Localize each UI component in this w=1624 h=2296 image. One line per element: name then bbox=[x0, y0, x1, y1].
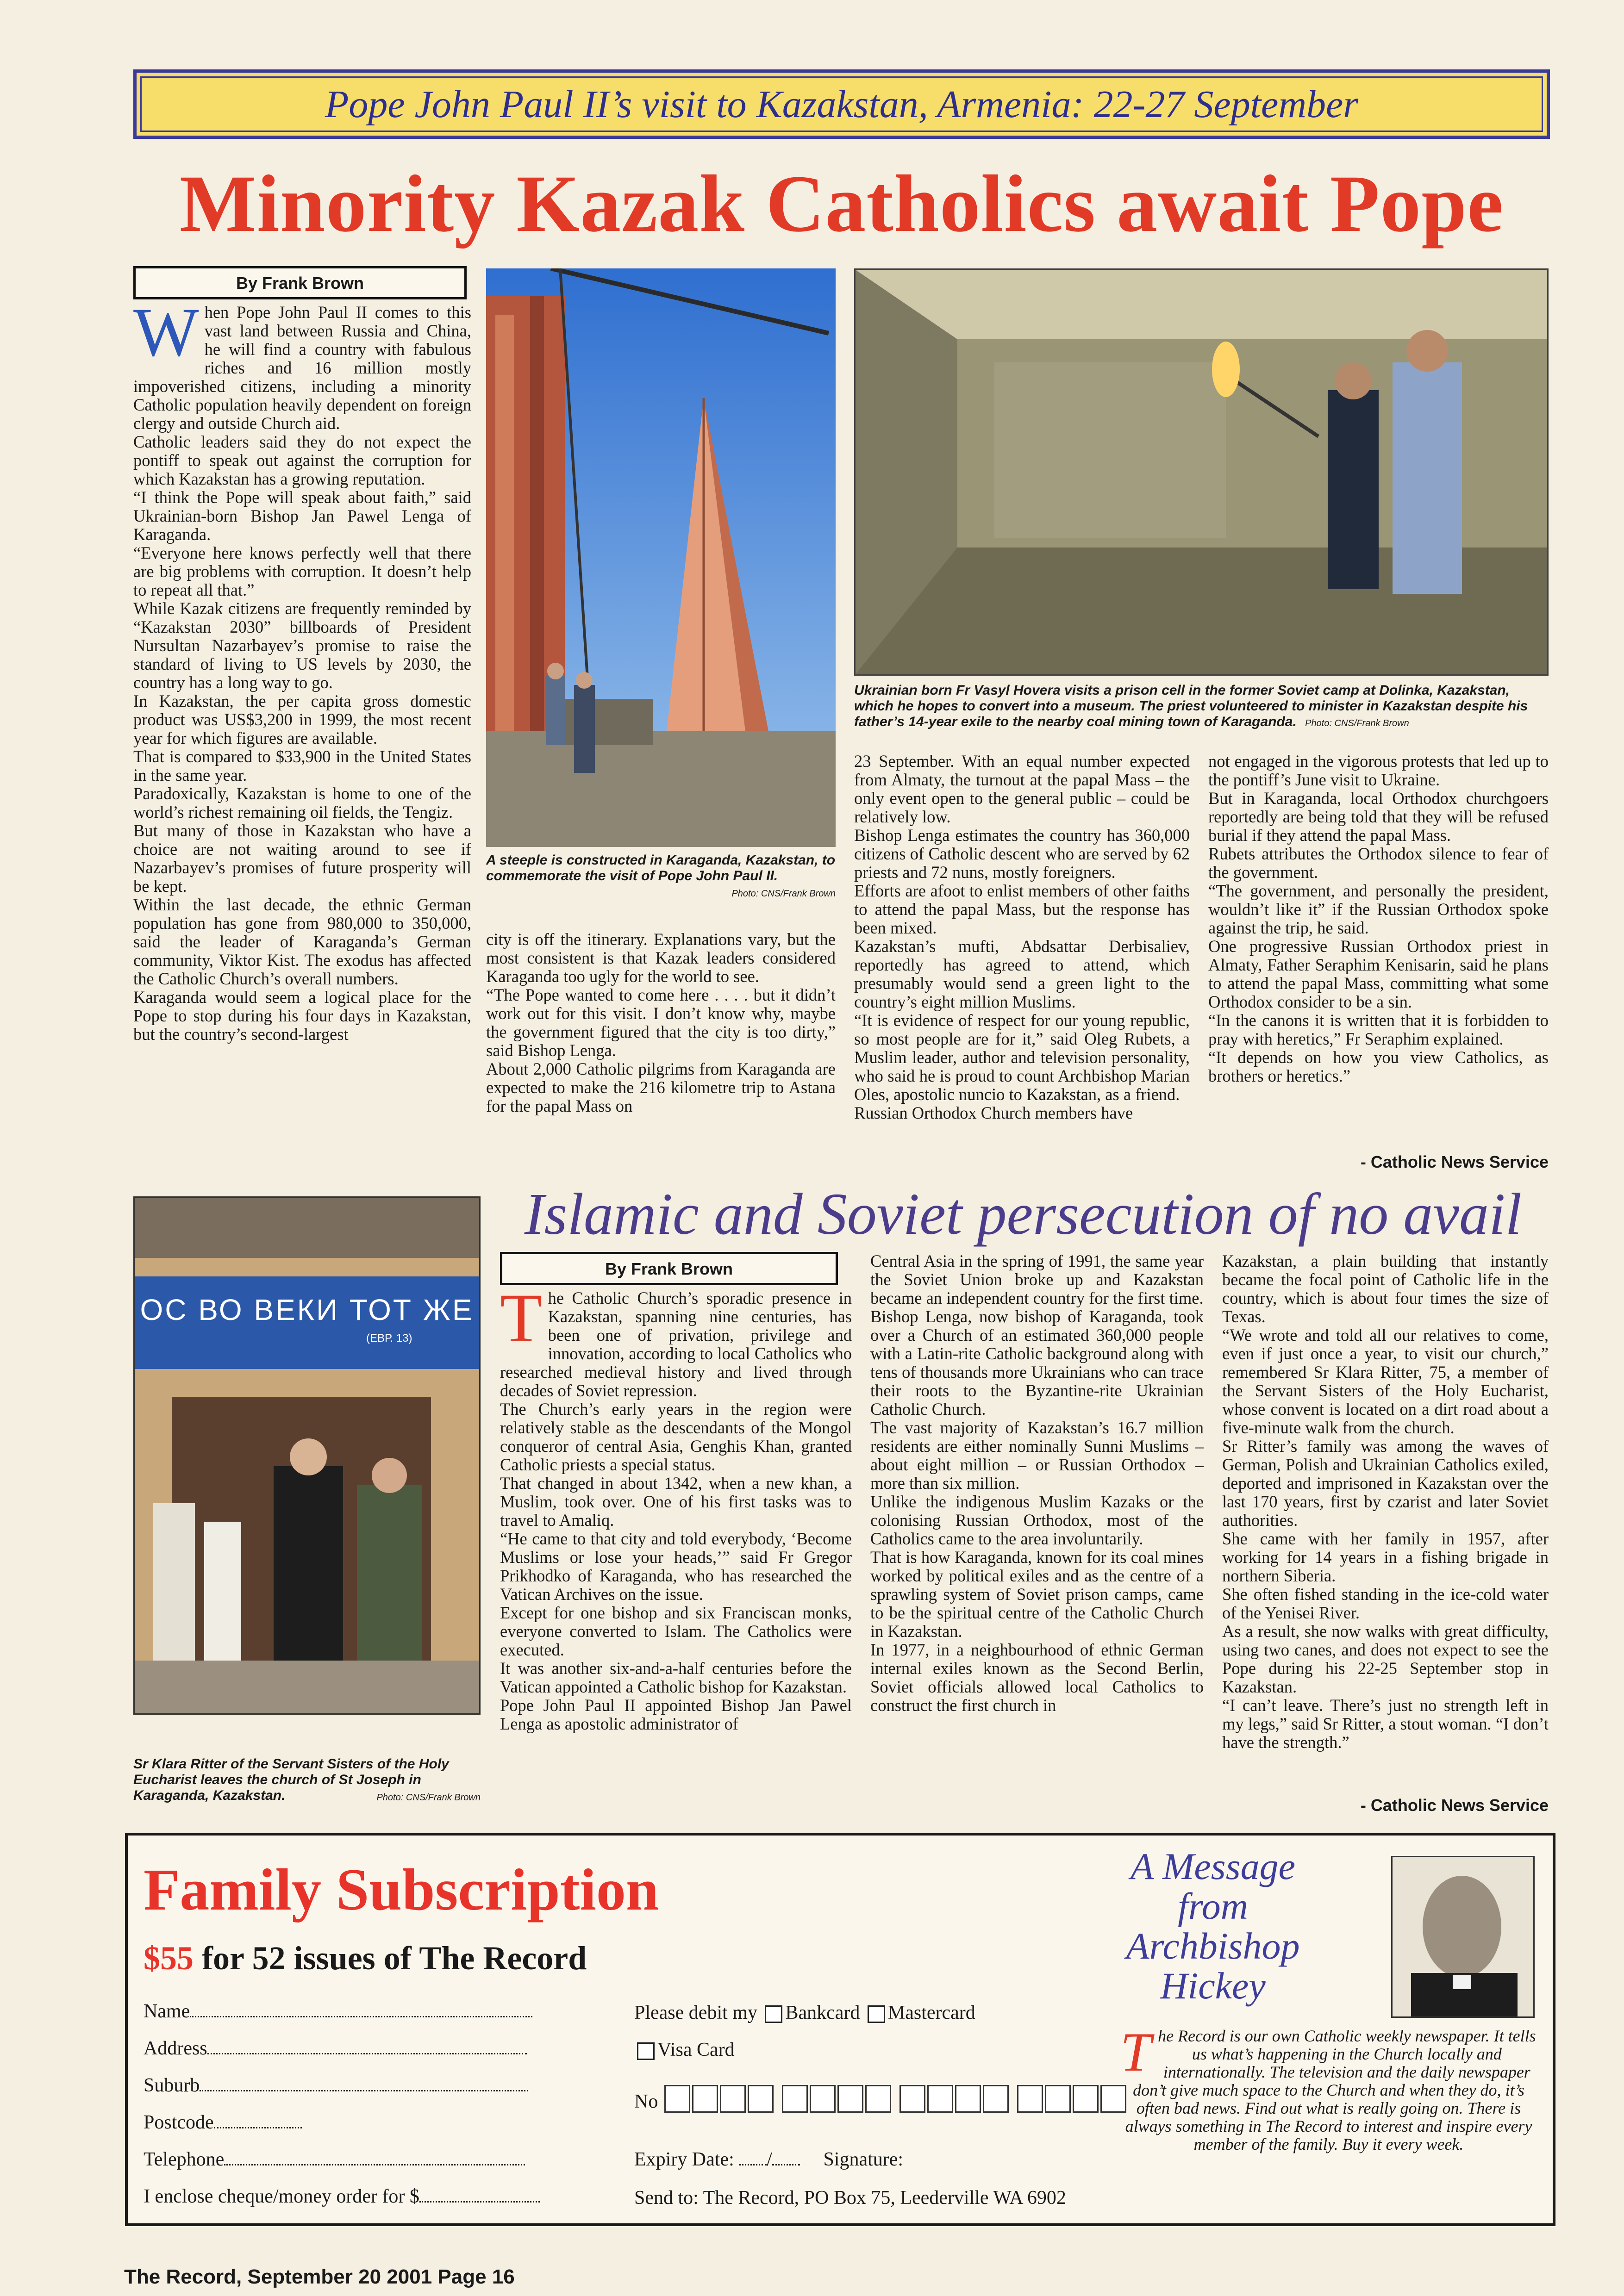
article1-col1-text bbox=[133, 303, 471, 1044]
paragraph: About 2,000 Catholic pilgrims from Karaganda are expected to make the 216 kilometre trip to Astana for the papal Mass on bbox=[486, 1059, 836, 1115]
card-digit-box[interactable] bbox=[865, 2085, 891, 2113]
paragraph: “The Pope wanted to come here . . . . but it didn’t work out for this visit. I don’t know why, maybe the government figured that the city is too dirty,” said Bishop Lenga. bbox=[486, 985, 836, 1060]
paragraph: Russian Orthodox Church members have bbox=[854, 1103, 1133, 1122]
card-digit-box[interactable] bbox=[1017, 2085, 1043, 2113]
card-digit-box[interactable] bbox=[837, 2085, 863, 2113]
article2-headline: Islamic and Soviet persecution of no avail bbox=[524, 1181, 1522, 1247]
paragraph: “I can’t leave. There’s just no strength left in my legs,” said Sr Ritter, a stout woman. “I don’t have the strength.” bbox=[1222, 1696, 1549, 1752]
price-text: for 52 issues of The Record bbox=[194, 1940, 587, 1977]
expiry-month-field[interactable] bbox=[739, 2147, 767, 2165]
paragraph: As a result, she now walks with great difficulty, using two canes, and does not expect to see the Pope during his 22-25 September stop in Kazakstan. bbox=[1222, 1622, 1549, 1696]
article1-column-4 bbox=[1208, 752, 1549, 1155]
article2-column-3 bbox=[1222, 1252, 1549, 1798]
article2-byline: By Frank Brown bbox=[500, 1252, 838, 1285]
price-amount: $55 bbox=[144, 1940, 194, 1977]
paragraph: “It depends on how you view Catholics, as brothers or heretics.” bbox=[1208, 1048, 1549, 1085]
card-digit-box[interactable] bbox=[927, 2085, 953, 2113]
church-photo-credit: Photo: CNS/Frank Brown bbox=[376, 1792, 481, 1803]
paragraph: Kazakstan’s mufti, Abdsattar Derbisaliev, reportedly has agreed to attend, which presumably would send a green light to the country’s eight million Muslims. bbox=[854, 937, 1190, 1011]
main-headline: Minority Kazak Catholics await Pope bbox=[179, 159, 1504, 249]
prison-cell-photo-credit: Photo: CNS/Frank Brown bbox=[1305, 718, 1409, 728]
visa-row: Visa Card bbox=[634, 2039, 735, 2061]
paragraph: “We wrote and told all our relatives to come, even if just once a year, to visit our church,” remembered Sr Klara Ritter, 75, a member of the Servant Sisters of the Holy Eucharist, whose convent is located on a dirt road about a five-minute walk from the church. bbox=[1222, 1325, 1549, 1437]
subscription-title: Family Subscription bbox=[144, 1857, 659, 1923]
paragraph: “In the canons it is written that it is forbidden to pray with heretics,” Fr Seraphim explained. bbox=[1208, 1011, 1549, 1048]
church-photo bbox=[133, 1196, 481, 1715]
send-to-address: Send to: The Record, PO Box 75, Leederville WA 6902 bbox=[634, 2187, 1066, 2209]
paragraph: She came with her family in 1957, after working for 14 years in a fishing brigade in northern Siberia. bbox=[1222, 1529, 1549, 1585]
suburb-field[interactable]: Suburb bbox=[144, 2073, 528, 2097]
paragraph: Bishop Lenga, now bishop of Karaganda, took over a Church of an estimated 360,000 people with a Latin-rite Catholic background along with tens of thousands more Ukrainians who can trace their roots to the Byzantine-rite Ukrainian Catholic Church. bbox=[870, 1307, 1204, 1419]
article2-column-2 bbox=[870, 1252, 1204, 1821]
expiry-signature-row: Expiry Date: / Signature: bbox=[634, 2147, 903, 2171]
steeple-photo-caption: A steeple is constructed in Karaganda, Kazakstan, to commemorate the visit of Pope John Paul II. Photo: CNS/Frank Brown bbox=[486, 852, 836, 902]
paragraph: Unlike the indigenous Muslim Kazaks or the colonising Russian Orthodox, most of the Catholics came to the area involuntarily. bbox=[870, 1492, 1204, 1548]
paragraph: But many of those in Kazakstan who have a choice are not waiting around to see if Nazarbayev’s promises of future prosperity will be kept. bbox=[133, 821, 471, 896]
paragraph: That is how Karaganda, known for its coal mines worked by political exiles and as the centre of a sprawling system of Soviet prison camps, came to be the spiritual centre of the Catholic Church in Kazakstan. bbox=[870, 1548, 1204, 1641]
paragraph: Efforts are afoot to enlist members of other faiths to attend the papal Mass, but the response has been mixed. bbox=[854, 881, 1190, 937]
paragraph: One progressive Russian Orthodox priest in Almaty, Father Seraphim Kenisarin, said he plans to attend the papal Mass, committing what some Orthodox consider to be a sin. bbox=[1208, 937, 1549, 1011]
church-photo-caption: Sr Klara Ritter of the Servant Sisters of the Holy Eucharist leaves the church of St Joseph in Karaganda, Kazakstan. Photo: CNS/Frank Brown bbox=[133, 1756, 481, 1805]
paragraph: Except for one bishop and six Franciscan monks, everyone converted to Islam. The Catholics were executed. bbox=[500, 1603, 852, 1659]
paragraph: The vast majority of Kazakstan’s 16.7 million residents are either nominally Sunni Muslims – about eight million – or Russian Orthodox – more than six million. bbox=[870, 1418, 1204, 1493]
telephone-field[interactable]: Telephone bbox=[144, 2147, 525, 2171]
cheque-amount-field[interactable]: I enclose cheque/money order for $ bbox=[144, 2184, 540, 2208]
article1-column-3 bbox=[854, 752, 1190, 1178]
message-title: A Message from Archbishop Hickey bbox=[1126, 1845, 1300, 2007]
paragraph: Pope John Paul II appointed Bishop Jan Pawel Lenga as apostolic administrator of bbox=[500, 1696, 852, 1733]
article2-column-1 bbox=[500, 1289, 852, 1821]
archbishop-portrait bbox=[1391, 1856, 1535, 2018]
card-type-row: Please debit my Bankcard Mastercard bbox=[634, 2002, 975, 2023]
card-number-input[interactable] bbox=[664, 2085, 1135, 2118]
banner-text: Pope John Paul II’s visit to Kazakstan, Armenia: 22-27 September bbox=[325, 82, 1358, 126]
prison-cell-photo-caption: Ukrainian born Fr Vasyl Hovera visits a prison cell in the former Soviet camp at Dolinka, Kazakstan, which he hopes to convert into a museum. The priest volunteered to minister in Kazakstan despite his father’s 14-year exile to the nearby coal mining town of Karaganda. Photo: CNS/Frank Brown bbox=[854, 683, 1528, 729]
paragraph: That is compared to $33,900 in the United States in the same year. bbox=[133, 747, 471, 784]
church-sign-text: ОС ВО ВЕКИ ТОТ ЖЕ bbox=[140, 1293, 474, 1326]
paragraph: “It is evidence of respect for our young republic, so most people are for it,” said Oleg Rubets, a Muslim leader, author and television personality, who said he is proud to count Archbishop Marian Oles, apostolic nuncio to Kazakstan, as a friend. bbox=[854, 1011, 1190, 1104]
card-number-row: No bbox=[634, 2085, 1135, 2118]
article2-dropcap: T bbox=[500, 1289, 543, 1356]
postcode-field[interactable]: Postcode bbox=[144, 2110, 302, 2134]
card-digit-box[interactable] bbox=[810, 2085, 836, 2113]
paragraph: he Catholic Church’s sporadic presence in Kazakstan, spanning nine centuries, has been one of privation, privilege and innovation, according to local Catholics who researched medieval history and lived through decades of Soviet repression. bbox=[500, 1289, 852, 1400]
card-digit-box[interactable] bbox=[748, 2085, 774, 2113]
address-field[interactable]: Address bbox=[144, 2036, 527, 2060]
paragraph: That changed in about 1342, when a new khan, a Muslim, took over. One of his first tasks was to travel to Amaliq. bbox=[500, 1474, 852, 1530]
paragraph: But in Karaganda, local Orthodox churchgoers reportedly are being told that they will be refused burial if they attend the papal Mass. bbox=[1208, 789, 1549, 845]
visa-checkbox[interactable] bbox=[637, 2042, 655, 2060]
paragraph: Sr Ritter’s family was among the waves of German, Polish and Ukrainian Catholics exiled, deported and imprisoned in Kazakstan over the last 170 years, first by czarist and later Soviet authorities. bbox=[1222, 1437, 1549, 1530]
paragraph: It was another six-and-a-half centuries before the Vatican appointed a Catholic bishop for Kazakstan. bbox=[500, 1659, 852, 1696]
message-body: The Record is our own Catholic weekly newspaper. It tells us what’s happening in the Church locally and internationally. The television and the daily newspaper don’t give much space to the Church and when they do, it’s often bad news. Find out what is really going on. There is always something in The Record to interest and inspire every member of the family. Buy it every week. bbox=[1120, 2021, 1536, 2153]
paragraph: While Kazak citizens are frequently reminded by “Kazakstan 2030” billboards of President Nursultan Nazarbayev’s promise to raise the standard of living to US levels by 2030, the country has a long way to go. bbox=[133, 599, 471, 692]
article1-signoff: - Catholic News Service bbox=[1360, 1152, 1549, 1171]
paragraph: She often fished standing in the ice-cold water of the Yenisei River. bbox=[1222, 1585, 1549, 1622]
article1-byline: By Frank Brown bbox=[133, 266, 467, 299]
paragraph: In 1977, in a neighbourhood of ethnic German internal exiles known as the Second Berlin, Soviet officials allowed local Catholics to construct the first church in bbox=[870, 1640, 1204, 1715]
card-digit-box[interactable] bbox=[782, 2085, 808, 2113]
paragraph: The Church’s early years in the region were relatively stable as the descendants of the Mongol conqueror of central Asia, Genghis Khan, granted Catholic priests a special status. bbox=[500, 1400, 852, 1474]
expiry-year-field[interactable] bbox=[772, 2147, 800, 2165]
mastercard-checkbox[interactable] bbox=[868, 2005, 885, 2023]
article1-column-1 bbox=[133, 303, 471, 1173]
card-digit-box[interactable] bbox=[720, 2085, 746, 2113]
subscription-price bbox=[144, 1939, 587, 1978]
card-digit-box[interactable] bbox=[664, 2085, 690, 2113]
page-footer: The Record, September 20 2001 Page 16 bbox=[124, 2265, 515, 2288]
topic-banner bbox=[133, 69, 1550, 139]
paragraph: Central Asia in the spring of 1991, the same year the Soviet Union broke up and Kazakstan became an independent country for the first time. bbox=[870, 1252, 1204, 1307]
card-digit-box[interactable] bbox=[983, 2085, 1009, 2113]
card-digit-box[interactable] bbox=[692, 2085, 718, 2113]
article1-dropcap: W bbox=[133, 303, 199, 371]
steeple-photo bbox=[486, 268, 836, 847]
bankcard-checkbox[interactable] bbox=[765, 2005, 782, 2023]
paragraph: 23 September. With an equal number expected from Almaty, the turnout at the papal Mass – the only event open to the general public – could be relatively low. bbox=[854, 752, 1190, 826]
signature-label: Signature: bbox=[823, 2149, 904, 2170]
paragraph: Within the last decade, the ethnic German population has gone from 980,000 to 350,000, said the leader of Karaganda’s German community, Viktor Kist. The exodus has affected the Catholic Church’s overall numbers. bbox=[133, 895, 471, 988]
card-digit-box[interactable] bbox=[899, 2085, 925, 2113]
paragraph: In Kazakstan, the per capita gross domestic product was US$3,200 in 1999, the most recent year for which figures are available. bbox=[133, 691, 471, 747]
card-digit-box[interactable] bbox=[955, 2085, 981, 2113]
card-digit-box[interactable] bbox=[1045, 2085, 1071, 2113]
church-sign-subtext: (ЕВР. 13) bbox=[366, 1332, 412, 1344]
message-dropcap: T bbox=[1120, 2021, 1151, 2083]
paragraph: Paradoxically, Kazakstan is home to one of the world’s richest remaining oil fields, the Tengiz. bbox=[133, 784, 471, 821]
prison-cell-photo bbox=[854, 268, 1549, 676]
paragraph: Catholic leaders said they do not expect the pontiff to speak out against the corruption for which Kazakstan has a growing reputation. bbox=[133, 432, 471, 488]
paragraph: Rubets attributes the Orthodox silence to fear of the government. bbox=[1208, 844, 1549, 882]
article2-signoff: - Catholic News Service bbox=[1360, 1796, 1549, 1815]
paragraph: “He came to that city and told everybody, ‘Become Muslims or lose your heads,’” said Fr Gregor Prikhodko of Karaganda, who has researched the Vatican Archives on the issue. bbox=[500, 1529, 852, 1604]
paragraph: Bishop Lenga estimates the country has 360,000 citizens of Catholic descent who are served by 62 priests and 72 nuns, mostly foreigners. bbox=[854, 826, 1190, 882]
paragraph: Karaganda would seem a logical place for the Pope to stop during his four days in Kazakstan, but the country’s second-largest bbox=[133, 988, 471, 1044]
paragraph: city is off the itinerary. Explanations vary, but the most consistent is that Kazak leaders considered Karaganda too ugly for the world to see. bbox=[486, 930, 836, 986]
paragraph: “I think the Pope will speak about faith,” said Ukrainian-born Bishop Jan Pawel Lenga of Karaganda. bbox=[133, 488, 471, 544]
name-field[interactable]: Name bbox=[144, 1999, 532, 2022]
steeple-photo-credit: Photo: CNS/Frank Brown bbox=[731, 889, 836, 899]
paragraph: “Everyone here knows perfectly well that there are big problems with corruption. It doesn’t help to repeat all that.” bbox=[133, 543, 471, 599]
paragraph: not engaged in the vigorous protests that led up to the pontiff’s June visit to Ukraine. bbox=[1208, 752, 1549, 789]
paragraph: “The government, and personally the president, wouldn’t like it” if the Russian Orthodox spoke against the trip, he said. bbox=[1208, 881, 1549, 937]
card-digit-box[interactable] bbox=[1073, 2085, 1099, 2113]
article1-column-2 bbox=[486, 930, 836, 1171]
paragraph: Kazakstan, a plain building that instantly became the focal point of Catholic life in the country, which is about four times the size of Texas. bbox=[1222, 1252, 1549, 1326]
paragraph: hen Pope John Paul II comes to this vast land between Russia and China, he will find a country with fabulous riches and 16 million mostly impoverished citizens, including a minority Catholic population heavily dependent on foreign clergy and outside Church aid. bbox=[133, 303, 471, 433]
